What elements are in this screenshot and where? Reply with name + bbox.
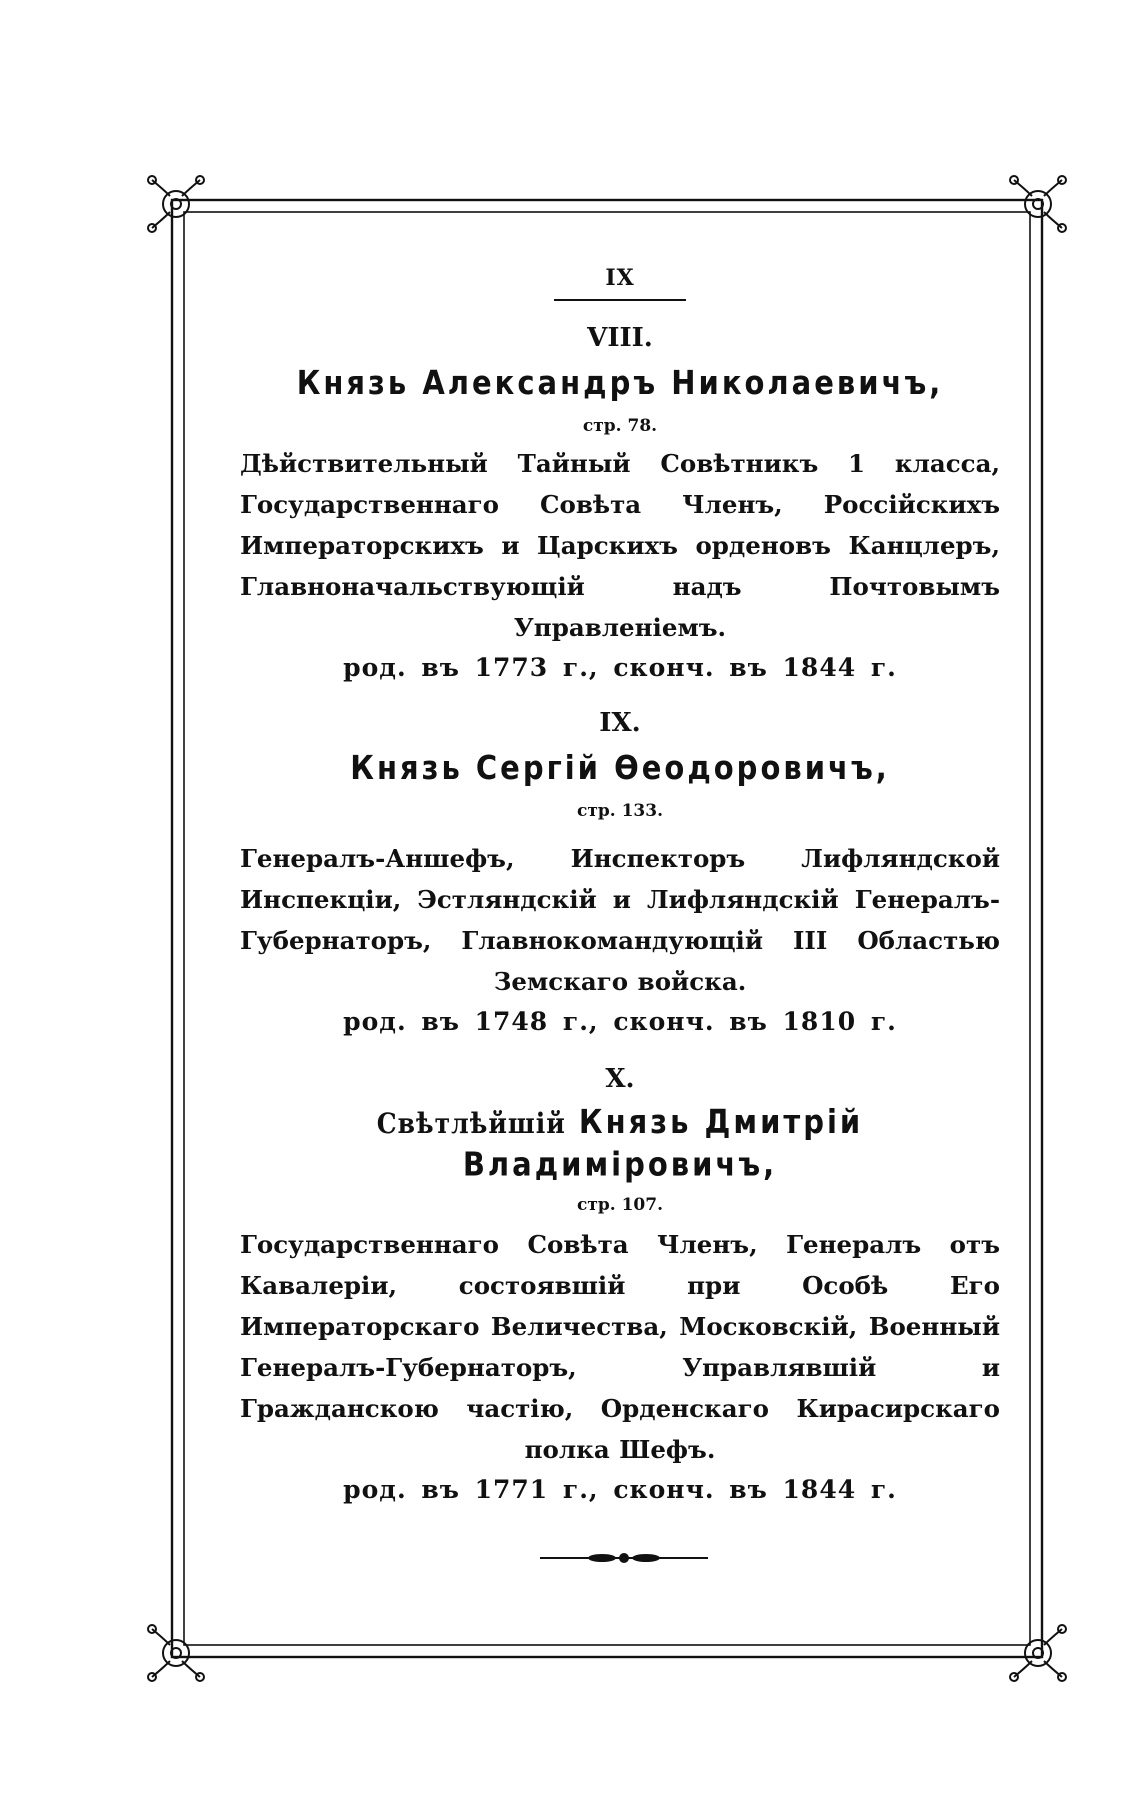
entry-numeral: VIII. [587,323,653,353]
entry-description: Генералъ-Аншефъ, Инспекторъ Лифляндской Инспекціи, Эстляндскій и Лифляндскій Генералъ-Губернаторъ, Главнокомандующій III Областью Земскаго войска. [240,844,1000,996]
entry-name-line [240,1102,1000,1185]
corner-ornament-bottom-right [1010,1625,1066,1681]
entry-numeral: X. [605,1064,635,1094]
entry-9 [240,708,1000,1040]
page-number: IX [605,265,635,291]
entry-page-ref: стр. 133. [576,801,663,821]
entry-dates: род. въ 1748 г., сконч. въ 1810 г. [343,1007,897,1036]
entry-dates: род. въ 1771 г., сконч. въ 1844 г. [343,1475,897,1504]
entry-name-prefix: Свѣтлѣйшій [376,1107,566,1140]
corner-ornament-bottom-left [148,1625,204,1681]
entry-numeral: IX. [599,708,641,738]
entry-name: Князь Сергій Ѳеодоровичъ, [350,748,890,788]
page-content [240,265,1000,1508]
entry-10 [240,1064,1000,1508]
corner-ornament-top-right [1010,176,1066,232]
entry-page-ref: стр. 78. [582,416,658,436]
entry-8 [240,323,1000,686]
end-ornament-separator [540,1553,708,1563]
entry-dates: род. въ 1773 г., сконч. въ 1844 г. [343,653,897,682]
entry-description: Государственнаго Совѣта Членъ, Генералъ отъ Кавалеріи, состоявшій при Особѣ Его Императорскаго Величества, Московскій, Военный Генералъ-Губернаторъ, Управлявшій и Гражданскою частію, Орденскаго Кирасирскаго полка Шефъ. [240,1230,1000,1464]
entry-name: Князь Дмитрій Владиміровичъ, [462,1102,864,1184]
entry-page-ref: стр. 107. [576,1195,663,1215]
page-number-rule [554,299,686,301]
corner-ornament-top-left [148,176,204,232]
entry-description: Дѣйствительный Тайный Совѣтникъ 1 класса, Государственнаго Совѣта Членъ, Россійскихъ Императорскихъ и Царскихъ орденовъ Канцлеръ, Главноначальствующій надъ Почтовымъ Управленіемъ. [240,449,1000,642]
entry-name: Князь Александръ Николаевичъ, [296,363,944,403]
